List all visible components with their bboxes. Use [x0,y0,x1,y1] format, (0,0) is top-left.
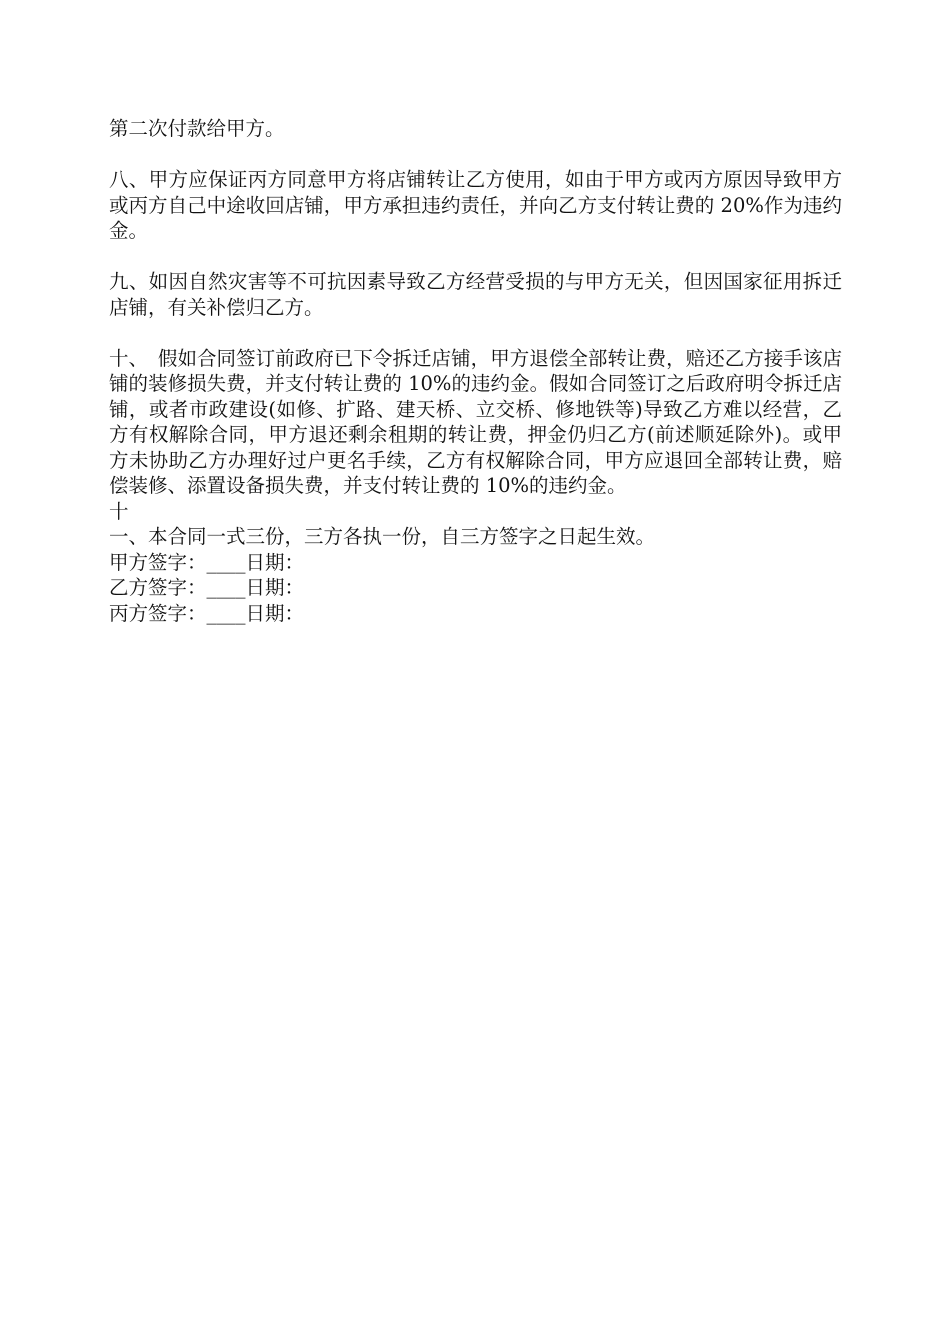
clause-8: 八、甲方应保证丙方同意甲方将店铺转让乙方使用，如由于甲方或丙方原因导致甲方或丙方自己中途收回店铺，甲方承担违约责任，并向乙方支付转让费的 20%作为违约金。 [109,168,842,242]
paragraph-spacer [109,320,842,346]
clause-11-heading: 十 [109,499,129,523]
signature-party-c: 丙方签字：____日期： [109,601,305,625]
paragraph-payment-continuation: 第二次付款给甲方。 [109,117,285,140]
document-body [109,116,842,626]
signature-party-b: 乙方签字：____日期： [109,576,305,599]
clause-9: 九、如因自然灾害等不可抗因素导致乙方经营受损的与甲方无关，但因国家征用拆迁店铺，有关补偿归乙方。 [109,270,842,319]
clause-11: 一、本合同一式三份，三方各执一份，自三方签字之日起生效。 [109,525,656,548]
paragraph-spacer [109,244,842,270]
paragraph-spacer [109,142,842,168]
signature-party-a: 甲方签字：____日期： [109,550,305,574]
clause-10: 十、 假如合同签订前政府已下令拆迁店铺，甲方退偿全部转让费，赔还乙方接手该店铺的装修损失费，并支付转让费的 10%的违约金。假如合同签订之后政府明令拆迁店铺，或者市政建设(如修、扩路、建天桥、立交桥、修地铁等)导致乙方难以经营，乙方有权解除合同，甲方退还剩余租期的转让费，押金仍归乙方(前述顺延除外)。或甲方未协助乙方办理好过户更名手续，乙方有权解除合同，甲方应退回全部转让费，赔偿装修、添置设备损失费，并支付转让费的 10%的违约金。 [109,346,842,497]
